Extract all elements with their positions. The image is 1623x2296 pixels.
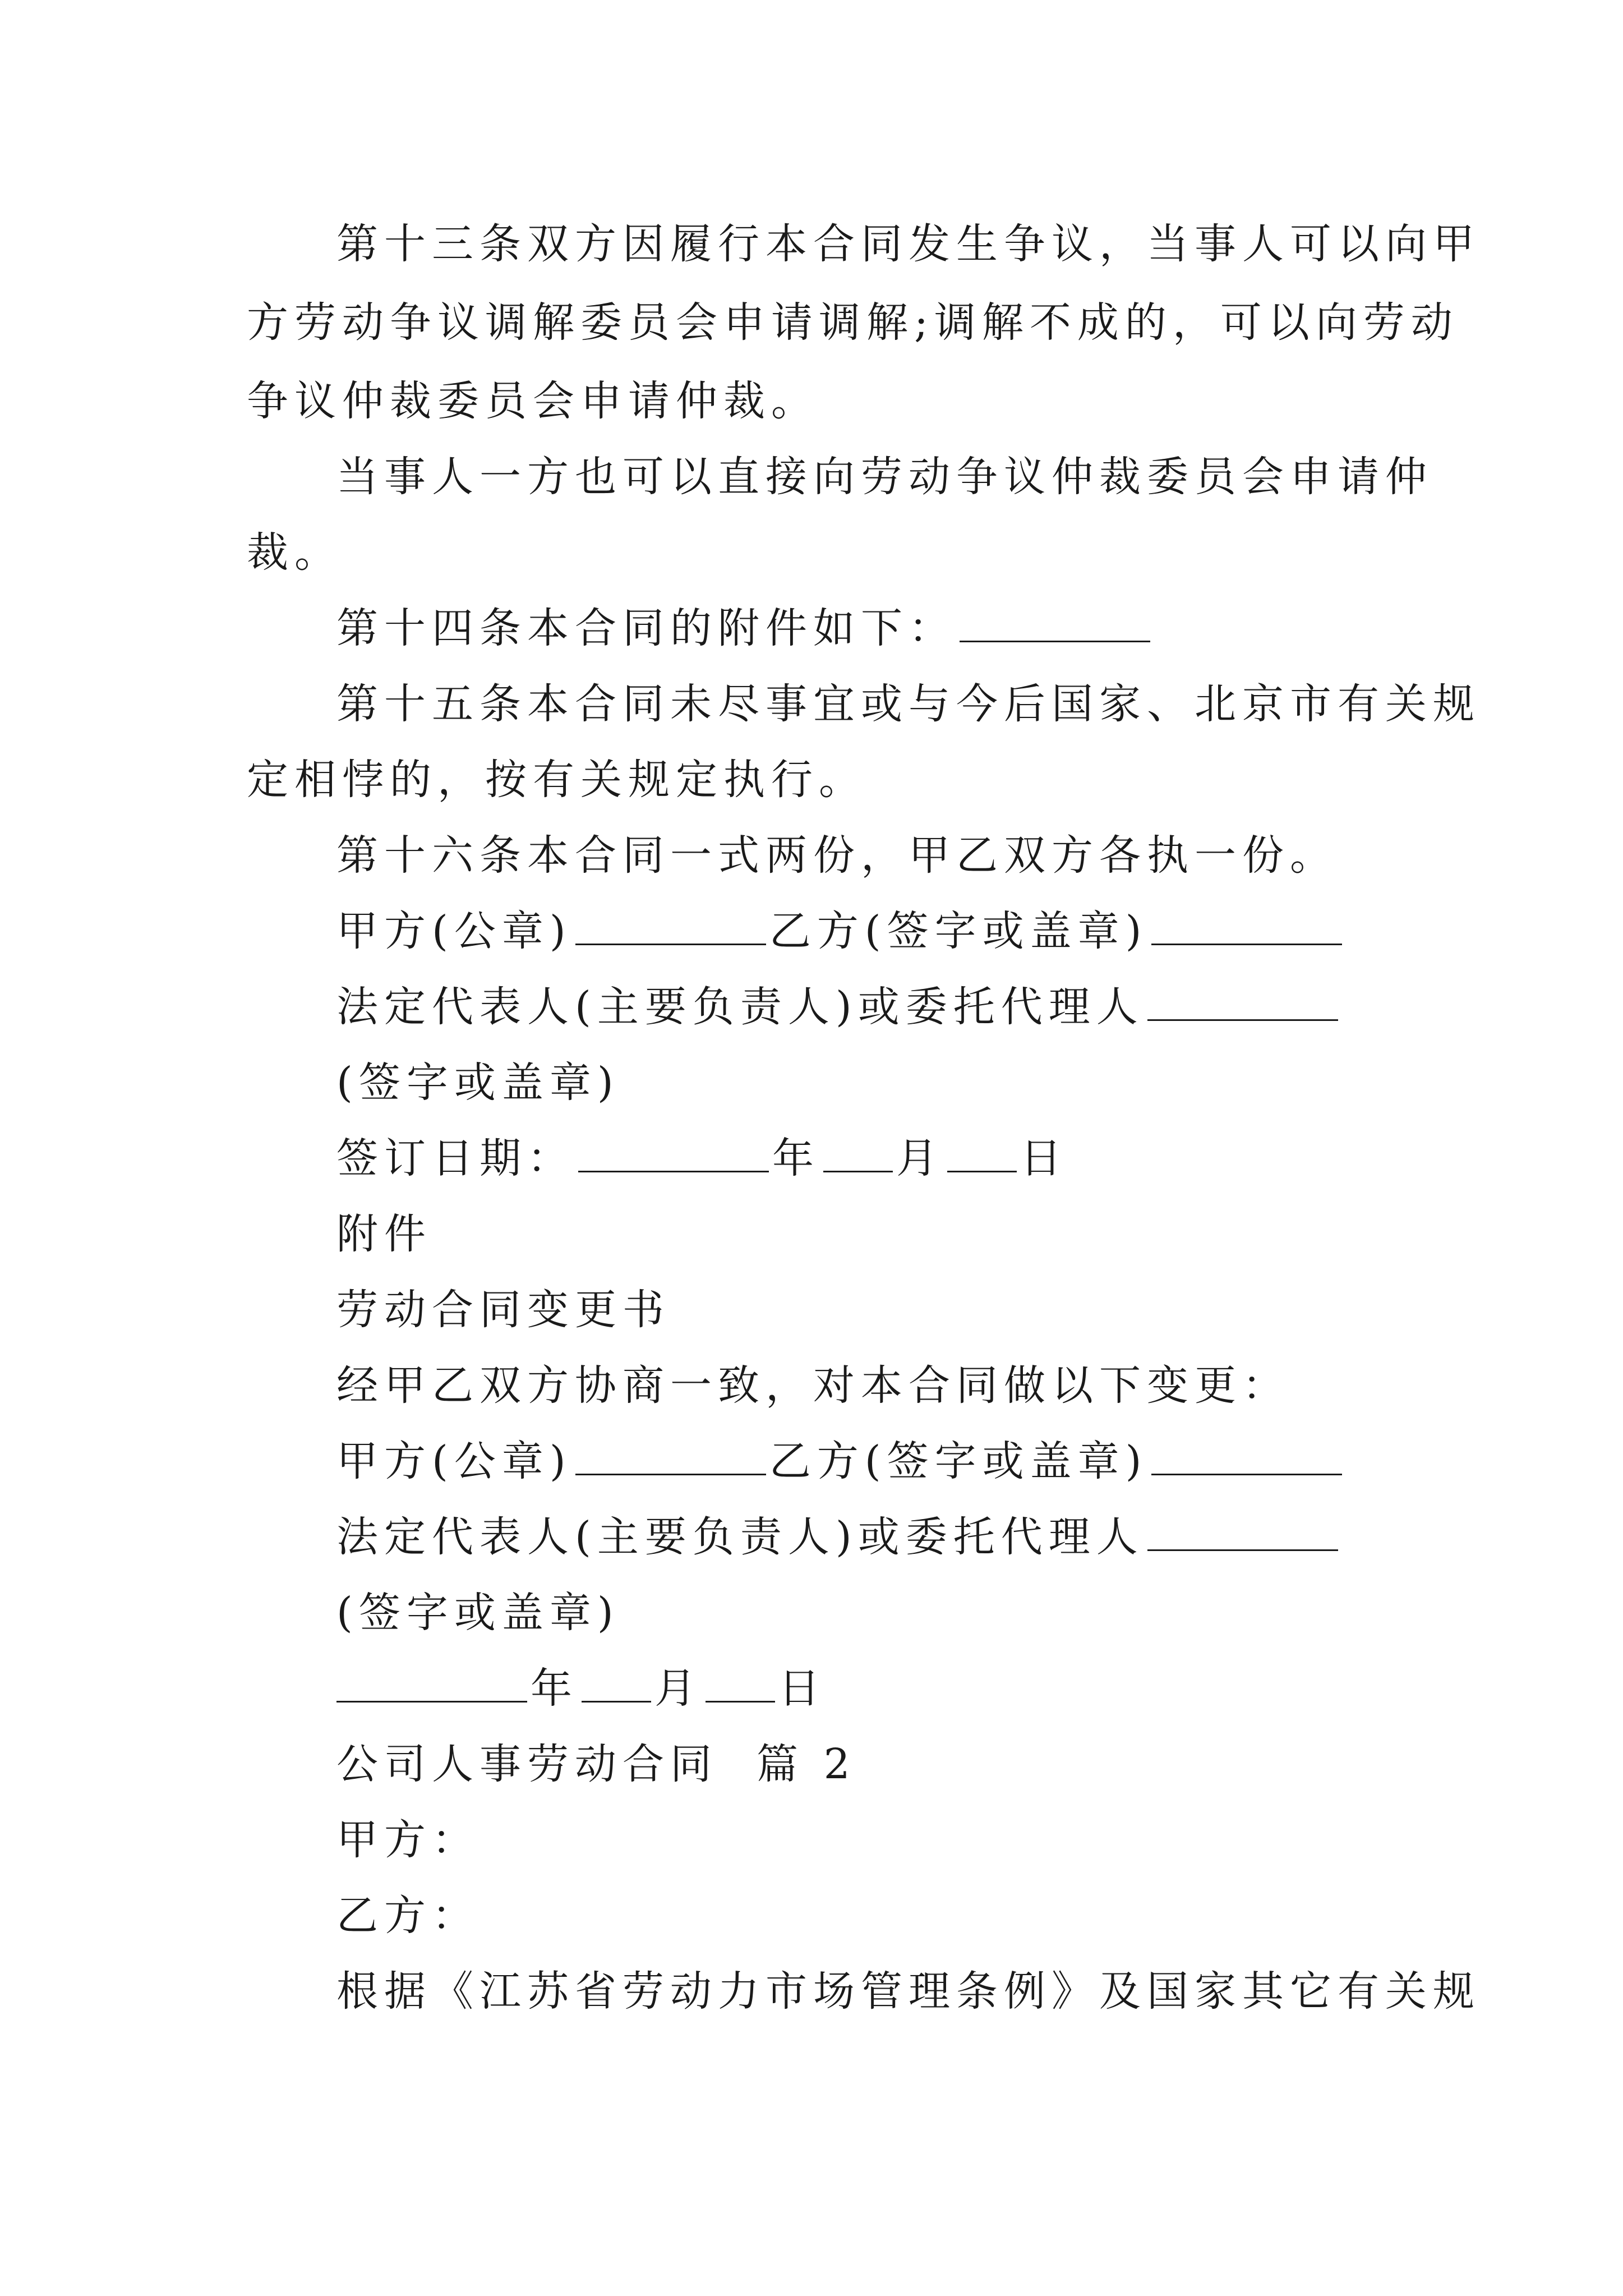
change-letter-title: 劳动合同变更书 xyxy=(336,1286,670,1334)
contract-2-party-b: 乙方： xyxy=(336,1892,479,1940)
party-a-seal-label-2: 甲方(公章) xyxy=(336,1437,572,1485)
contract-2-basis: 根据《江苏省劳动力市场管理条例》及国家其它有关规 xyxy=(336,1967,1481,2016)
change-intro: 经甲乙双方协商一致，对本合同做以下变更： xyxy=(336,1361,1290,1410)
article-14-text: 第十四条本合同的附件如下： xyxy=(336,604,956,652)
signing-date-label: 签订日期： xyxy=(336,1134,575,1182)
year-label: 年 xyxy=(772,1134,820,1182)
signature-parties-row xyxy=(336,903,1345,959)
year-label-2: 年 xyxy=(531,1664,578,1713)
attachment-blank xyxy=(960,605,1150,642)
article-16: 第十六条本合同一式两份，甲乙双方各执一份。 xyxy=(336,831,1338,880)
article-13-b-line-1: 当事人一方也可以直接向劳动争议仲裁委员会申请仲 xyxy=(336,453,1433,501)
day-blank xyxy=(947,1135,1017,1172)
party-a-seal-label: 甲方(公章) xyxy=(336,907,572,955)
article-13-b-line-2: 裁。 xyxy=(247,528,342,577)
party-a-blank xyxy=(575,908,766,945)
representative-blank-2 xyxy=(1147,1513,1338,1551)
attachment-label: 附件 xyxy=(336,1210,432,1258)
article-15-line-2: 定相悖的，按有关规定执行。 xyxy=(247,756,866,804)
month-label: 月 xyxy=(896,1134,944,1182)
year-blank xyxy=(578,1135,769,1172)
party-a-blank-2 xyxy=(575,1438,766,1475)
party-b-sign-label-2: 乙方(签字或盖章) xyxy=(769,1437,1148,1485)
month-blank xyxy=(823,1135,893,1172)
article-13-line-3: 争议仲裁委员会申请仲裁。 xyxy=(247,377,819,425)
representative-label: 法定代表人(主要负责人)或委托代理人 xyxy=(336,983,1144,1031)
day-label: 日 xyxy=(1020,1134,1068,1182)
article-14 xyxy=(336,600,1154,656)
representative-sign-note: (签字或盖章) xyxy=(336,1059,620,1107)
representative-sign-note-2: (签字或盖章) xyxy=(336,1589,620,1637)
day-blank-2 xyxy=(706,1665,775,1703)
article-13-line-1: 第十三条双方因履行本合同发生争议，当事人可以向甲 xyxy=(336,220,1481,268)
party-b-blank-2 xyxy=(1151,1438,1342,1475)
contract-2-title: 公司人事劳动合同 篇 2 xyxy=(336,1740,856,1788)
year-blank-2 xyxy=(336,1665,527,1703)
article-15-line-1: 第十五条本合同未尽事宜或与今后国家、北京市有关规 xyxy=(336,680,1481,728)
party-b-blank xyxy=(1151,908,1342,945)
representative-row xyxy=(336,979,1341,1035)
day-label-2: 日 xyxy=(778,1664,826,1713)
party-b-sign-label: 乙方(签字或盖章) xyxy=(769,907,1148,955)
month-blank-2 xyxy=(582,1665,651,1703)
representative-row-2 xyxy=(336,1509,1341,1565)
article-13-line-2: 方劳动争议调解委员会申请调解;调解不成的，可以向劳动 xyxy=(247,298,1459,347)
signature-parties-row-2 xyxy=(336,1433,1345,1489)
contract-2-party-a: 甲方： xyxy=(336,1816,479,1864)
date-row-2 xyxy=(336,1660,826,1717)
representative-label-2: 法定代表人(主要负责人)或委托代理人 xyxy=(336,1513,1144,1561)
signing-date-row xyxy=(336,1130,1068,1186)
representative-blank xyxy=(1147,983,1338,1021)
month-label-2: 月 xyxy=(654,1664,702,1713)
